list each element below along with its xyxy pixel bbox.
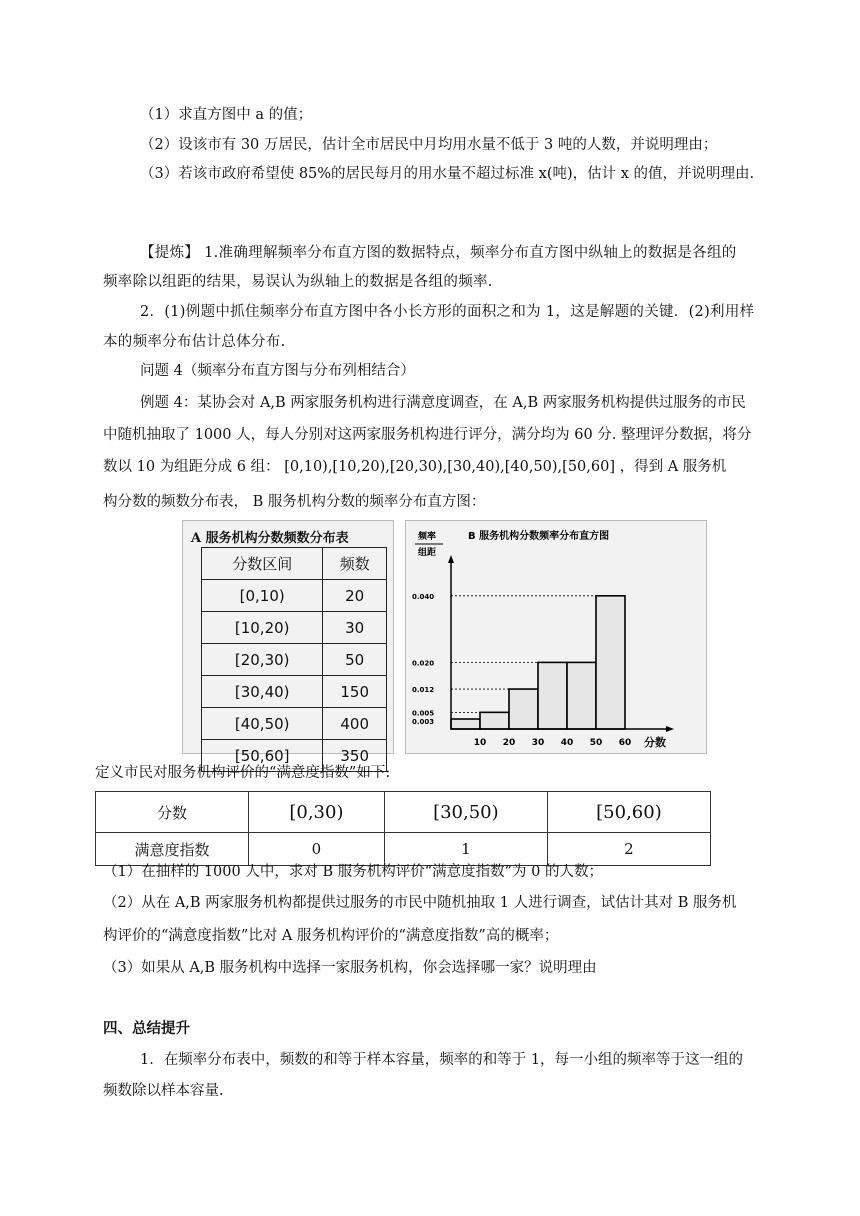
problem4-heading: 问题 4（频率分布直方图与分布列相结合） (140, 363, 415, 379)
table-cell: 150 (323, 676, 387, 708)
tilian-p2-line2: 本的频率分布估计总体分布. (103, 334, 286, 350)
table-a-title: A 服务机构分数频数分布表 (191, 531, 349, 546)
histogram-bar (480, 712, 509, 729)
tilian-p1-line1: 【提炼】 1.准确理解频率分布直方图的数据特点，频率分布直方图中纵轴上的数据是各组的 (140, 245, 737, 261)
table-cell: 分数 (96, 792, 249, 833)
problem4-line1: 例题 4：某协会对 A,B 两家服务机构进行满意度调查，在 A,B 两家服务机构提供过服务的市民 (140, 395, 746, 411)
problem4-line3: 数以 10 为组距分成 6 组： [0,10),[10,20),[20,30),[30,40),[40,50),[50,60] ，得到 A 服务机 (103, 459, 727, 475)
y-axis-label: 组距 (418, 548, 437, 558)
table-row (202, 612, 387, 644)
question-3-top: （3）若该市政府希望使 85%的居民每月的用水量不超过标准 x(吨)，估计 x 的值，并说明理由. (140, 166, 755, 182)
histogram-b-chart (406, 521, 706, 753)
table-cell: 350 (323, 740, 387, 772)
summary-p1-line1: 1．在频率分布表中，频数的和等于样本容量，频率的和等于 1，每一小组的频率等于这一组的 (140, 1052, 744, 1068)
x-tick-label: 40 (560, 738, 574, 748)
problem4-line2: 中随机抽取了 1000 人，每人分别对这两家服务机构进行评分，满分均为 60 分. 整理评分数据，将分 (103, 427, 752, 443)
question-2-bottom-line2: 构评价的“满意度指数”比对 A 服务机构评价的“满意度指数”高的概率； (103, 928, 559, 944)
x-axis-label: 分数 (644, 736, 666, 749)
x-tick-label: 50 (589, 738, 603, 748)
table-cell: [0,10) (202, 580, 323, 612)
tilian-p2-line1: 2．(1)例题中抓住频率分布直方图中各小长方形的面积之和为 1，这是解题的关键．(2)利用样 (140, 304, 755, 320)
table-row (96, 792, 711, 833)
question-3-bottom: （3）如果从 A,B 服务机构中选择一家服务机构，你会选择哪一家？说明理由 (103, 960, 597, 976)
frequency-table-a (201, 547, 387, 772)
table-cell: 2 (547, 833, 710, 866)
table-row (202, 676, 387, 708)
table-cell: 400 (323, 708, 387, 740)
histogram-bar (451, 719, 480, 729)
x-axis-arrow (666, 726, 674, 732)
summary-p1-line2: 频数除以样本容量. (103, 1083, 224, 1099)
table-a-image (182, 520, 394, 765)
histogram-bar (567, 662, 596, 729)
y-tick-label: 0.012 (412, 686, 435, 695)
histogram-bar (509, 689, 538, 729)
table-cell: [0,30) (249, 792, 385, 833)
table-cell: [50,60] (202, 740, 323, 772)
table-cell: [20,30) (202, 644, 323, 676)
x-tick-label: 20 (502, 738, 516, 748)
question-2-bottom-line1: （2）从在 A,B 两家服务机构都提供过服务的市民中随机抽取 1 人进行调查，试估计其对 B 服务机 (103, 895, 737, 911)
y-tick-label: 0.020 (412, 659, 435, 668)
y-axis-label: 频率 (418, 532, 437, 542)
table-row (202, 580, 387, 612)
histogram-bar (538, 662, 567, 729)
y-tick-label: 0.003 (412, 718, 435, 727)
question-1-bottom: （1）在抽样的 1000 人中，求对 B 服务机构评价“满意度指数”为 0 的人数； (103, 864, 603, 880)
question-2-top: （2）设该市有 30 万居民，估计全市居民中月均用水量不低于 3 吨的人数，并说明理由； (140, 137, 718, 153)
summary-heading: 四、总结提升 (103, 1020, 190, 1037)
table-a-header: 分数区间 (202, 548, 323, 580)
chart-title: B 服务机构分数频率分布直方图 (468, 531, 610, 542)
table-cell: [10,20) (202, 612, 323, 644)
table-cell: 0 (249, 833, 385, 866)
x-tick-label: 60 (618, 738, 632, 748)
table-cell: [50,60) (547, 792, 710, 833)
question-1-top: （1）求直方图中 a 的值； (140, 107, 313, 123)
tilian-p1-line2: 频率除以组距的结果，易误认为纵轴上的数据是各组的频率. (103, 274, 493, 290)
table-cell: 50 (323, 644, 387, 676)
x-tick-label: 30 (531, 738, 545, 748)
table-cell: 1 (384, 833, 547, 866)
problem4-line4: 构分数的频数分布表， B 服务机构分数的频率分布直方图： (103, 494, 486, 510)
table-row (96, 833, 711, 866)
satisfaction-table (95, 791, 711, 866)
y-tick-label: 0.040 (412, 592, 435, 601)
table-cell: 30 (323, 612, 387, 644)
table-row (202, 644, 387, 676)
table-a-header: 频数 (323, 548, 387, 580)
x-tick-label: 10 (473, 738, 487, 748)
table-cell: [30,40) (202, 676, 323, 708)
define-line: 定义市民对服务机构评价的“满意度指数”如下: (95, 765, 391, 781)
table-cell: [40,50) (202, 708, 323, 740)
table-cell: [30,50) (384, 792, 547, 833)
y-axis-arrow (448, 555, 454, 563)
histogram-bar (596, 596, 625, 729)
table-cell: 20 (323, 580, 387, 612)
table-row (202, 708, 387, 740)
histogram-b-image (405, 520, 707, 754)
table-cell: 满意度指数 (96, 833, 249, 866)
y-tick-label: 0.005 (412, 709, 435, 718)
